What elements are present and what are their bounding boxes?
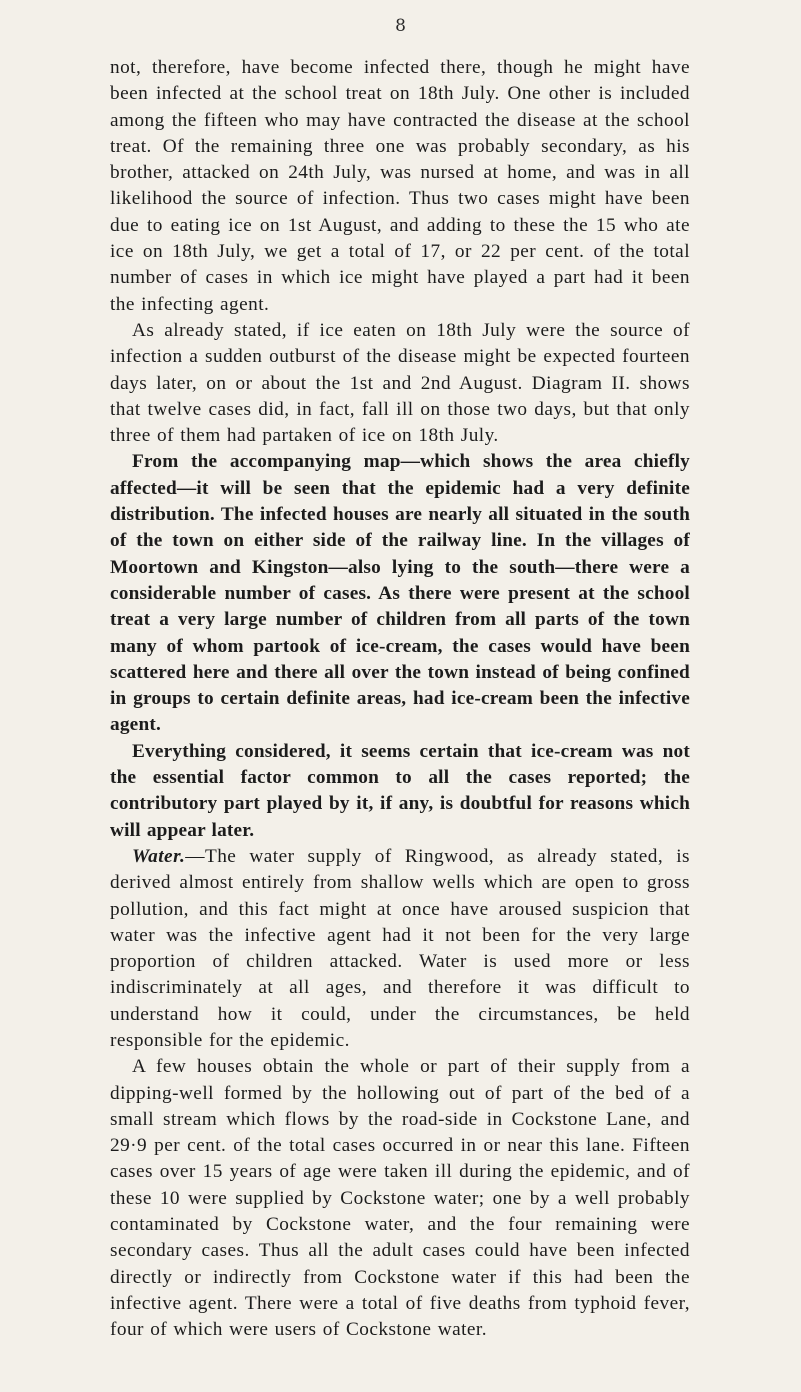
- paragraph-map-distribution: From the accompanying map—which shows the area chiefly affected—it will be seen that the epidemic had a very definite distribution. The infected houses are nearly all situated in the south of the town on either side of the railway line. In the villages of Moortown and Kingston—also lying to the south—there were a considerable number of cases. As there were present at the school treat a very large number of children from all parts of the town many of whom partook of ice-cream, the cases would have been scattered here and there all over the town instead of being confined in groups to certain definite areas, had ice-cream been the infective agent.: [110, 451, 690, 736]
- paragraph-ice-cream-conclusion: Everything considered, it seems certain that ice-cream was not the essential factor common to all the cases reported; the contributory part played by it, if any, is doubtful for reasons which will appear later.: [110, 740, 690, 841]
- page-number: 8: [395, 16, 406, 36]
- paragraph-ice-outburst: As already stated, if ice eaten on 18th July were the source of infection a sudden outburst of the disease might be expected fourteen days later, on or about the 1st and 2nd August. Diagram II. shows that twelve cases did, in fact, fall ill on those two days, but that only three of them had partaken of ice on 18th July.: [110, 319, 690, 447]
- body-text: [110, 55, 690, 1344]
- paragraph-water: [110, 844, 690, 1054]
- paragraph-cockstone: A few houses obtain the whole or part of their supply from a dipping-well formed by the hollowing out of part of the bed of a small stream which flows by the road-side in Cockstone Lane, and 29·9 per cent. of the total cases occurred in or near this lane. Fifteen cases over 15 years of age were taken ill during the epidemic, and of these 10 were supplied by Cockstone water; one by a well probably contaminated by Cockstone water, and the four remaining were secondary cases. Thus all the adult cases could have been infected directly or indirectly from Cockstone water if this had been the infective agent. There were a total of five deaths from typhoid fever, four of which were users of Cockstone water.: [110, 1056, 690, 1341]
- paragraph-water-text: —The water supply of Ringwood, as already stated, is derived almost entirely from shallow wells which are open to gross pollution, and this fact might at once have aroused suspicion that water was the infective agent had it not been for the very large proportion of children attacked. Water is used more or less indiscriminately at all ages, and therefore it was difficult to understand how it could, under the circumstances, be held responsible for the epidemic.: [110, 845, 690, 1051]
- section-lead-water: Water.: [132, 845, 186, 867]
- paragraph-continued: not, therefore, have become infected there, though he might have been infected at the school treat on 18th July. One other is included among the fifteen who may have contracted the disease at the school treat. Of the remaining three one was probably secondary, as his brother, attacked on 24th July, was nursed at home, and was in all likelihood the source of infection. Thus two cases might have been due to eating ice on 1st August, and adding to these the 15 who ate ice on 18th July, we get a total of 17, or 22 per cent. of the total number of cases in which ice might have played a part had it been the infecting agent.: [110, 57, 690, 315]
